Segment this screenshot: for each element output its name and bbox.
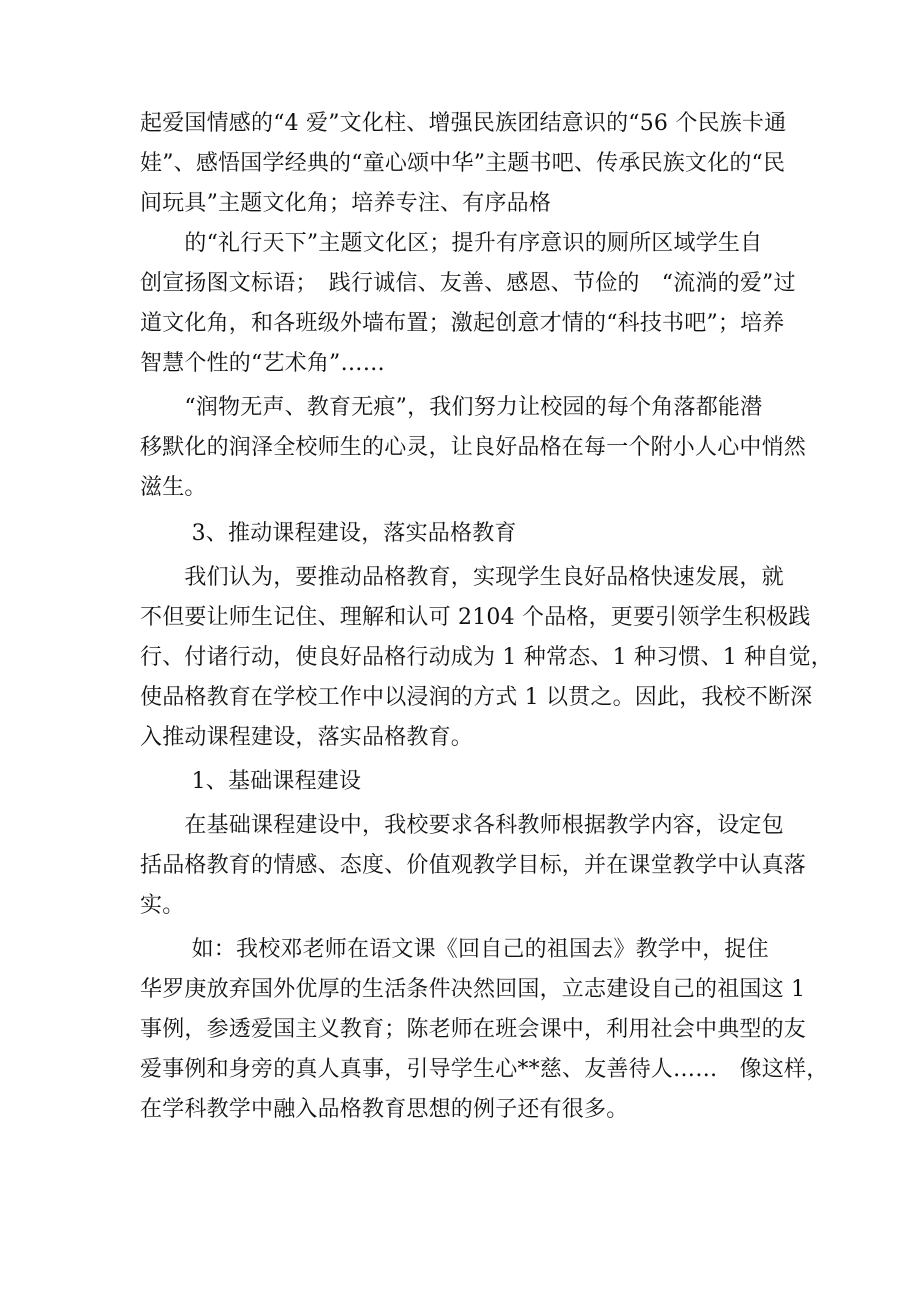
text-line: 移默化的润泽全校师生的心灵，让良好品格在每一个附小人心中悄然: [140, 435, 807, 460]
text-line: 行、付诸行动，使良好品格行动成为 1 种常态、1 种习惯、1 种自觉，: [140, 645, 833, 670]
text-line: 起爱国情感的“4 爱”文化柱、增强民族团结意识的“56 个民族卡通: [140, 111, 787, 136]
text-line: 不但要让师生记住、理解和认可 2104 个品格，更要引领学生积极践: [140, 605, 811, 630]
text-line: 括品格教育的情感、态度、价值观教学目标，并在课堂教学中认真落: [140, 853, 807, 878]
section-heading-basic-curriculum: [140, 762, 800, 802]
text-line: 我们认为，要推动品格教育，实现学生良好品格快速发展，就: [140, 565, 784, 590]
document-page: [140, 104, 833, 1130]
section-heading: 1、基础课程建设: [140, 769, 362, 794]
text-line: 实。: [140, 893, 185, 918]
text-line: 间玩具”主题文化角；培养专注、有序品格: [140, 191, 552, 216]
text-line: 的“礼行天下”主题文化区；提升有序意识的厕所区域学生自: [140, 231, 763, 256]
text-line: 在基础课程建设中，我校要求各科教师根据教学内容，设定包: [140, 813, 784, 838]
text-line: 智慧个性的“艺术角”……: [140, 351, 385, 376]
paragraph-cultural-areas: [140, 224, 800, 384]
text-line: 华罗庚放弃国外优厚的生活条件决然回国，立志建设自己的祖国这 1: [140, 977, 806, 1002]
text-line: 使品格教育在学校工作中以浸润的方式 1 以贯之。因此，我校不断深: [140, 685, 813, 710]
paragraph-curriculum-intro: [140, 558, 833, 758]
text-line: 滋生。: [140, 475, 207, 500]
text-line: 如：我校邓老师在语文课《回自己的祖国去》教学中，捉住: [140, 937, 769, 962]
section-heading-curriculum: [140, 514, 800, 554]
section-heading: 3、推动课程建设，落实品格教育: [140, 521, 517, 546]
paragraph-silent-education: [140, 388, 807, 508]
paragraph-cultural-columns: [140, 104, 800, 224]
paragraph-basic-curriculum: [140, 806, 807, 926]
text-line: 事例，参透爱国主义教育；陈老师在班会课中，利用社会中典型的友: [140, 1017, 807, 1042]
text-line: 道文化角，和各班级外墙布置；激起创意才情的“科技书吧”；培养: [140, 311, 785, 336]
text-line: 入推动课程建设，落实品格教育。: [140, 725, 474, 750]
text-line: 在学科教学中融入品格教育思想的例子还有很多。: [140, 1097, 629, 1122]
paragraph-teaching-examples: [140, 930, 829, 1130]
text-line: 爱事例和身旁的真人真事，引导学生心**慈、友善待人…… 像这样，: [140, 1057, 829, 1082]
text-line: 创宣扬图文标语； 践行诚信、友善、感恩、节俭的 “流淌的爱”过: [140, 271, 796, 296]
text-line: 娃”、感悟国学经典的“童心颂中华”主题书吧、传承民族文化的“民: [140, 151, 786, 176]
text-line: “润物无声、教育无痕”，我们努力让校园的每个角落都能潜: [140, 395, 763, 420]
